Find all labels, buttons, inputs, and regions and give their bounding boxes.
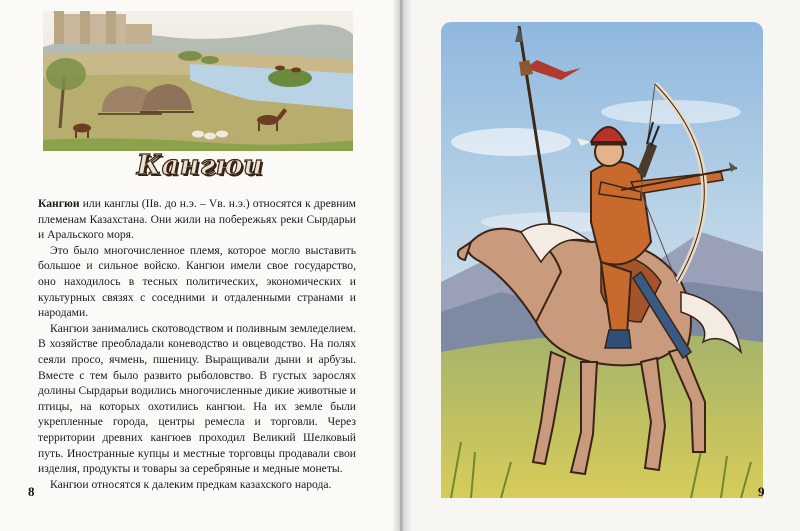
article-text <box>38 196 356 492</box>
paragraph-2: Это было многочисленное племя, которое могло выставить большое и сильное войско. Кангюи имели свое государство, оно находилось в тесных политических, экономических и культурных связях с соседними и отдаленными странами и народами. <box>38 243 356 320</box>
paragraph-4: Кангюи относятся к далеким предкам казахского народа. <box>50 477 332 491</box>
paragraph-1 <box>38 196 356 243</box>
mounted-archer-illustration <box>441 22 763 498</box>
page-heading: Кангюи <box>136 150 264 181</box>
right-page-number: 9 <box>758 484 765 499</box>
book-gutter <box>392 0 412 531</box>
paragraph-1-lead: Кангюи <box>38 197 80 210</box>
paragraph-3: Кангюи занимались скотоводством и поливным земледелием. В хозяйстве преобладали коневодство и овцеводство. На полях сеяли просо, ячмень, пшеницу. Выращивали дыни и арбузы. Вместе с тем было развито рыболовство. В густых зарослях долины Сырдарьи водились многочисленные дикие животные и птицы, на которых охотились кангюи. На их земле были укрепленные города, центры ремесла и торговли. Через территории древних кангюев проходил Великий Шелковый путь. Иностранные купцы и местные торговцы продавали свои изделия, продукты и товары за серебряные и медные монеты. <box>38 321 356 476</box>
left-page-number: 8 <box>28 484 35 499</box>
steppe-settlement-illustration <box>40 8 356 154</box>
paragraph-1-text: или канглы (IIв. до н.э. – Vв. н.э.) относятся к древним племенам Казахстана. Они жили на побережьях реки Сырдарьи и Аральского моря. <box>38 197 356 242</box>
